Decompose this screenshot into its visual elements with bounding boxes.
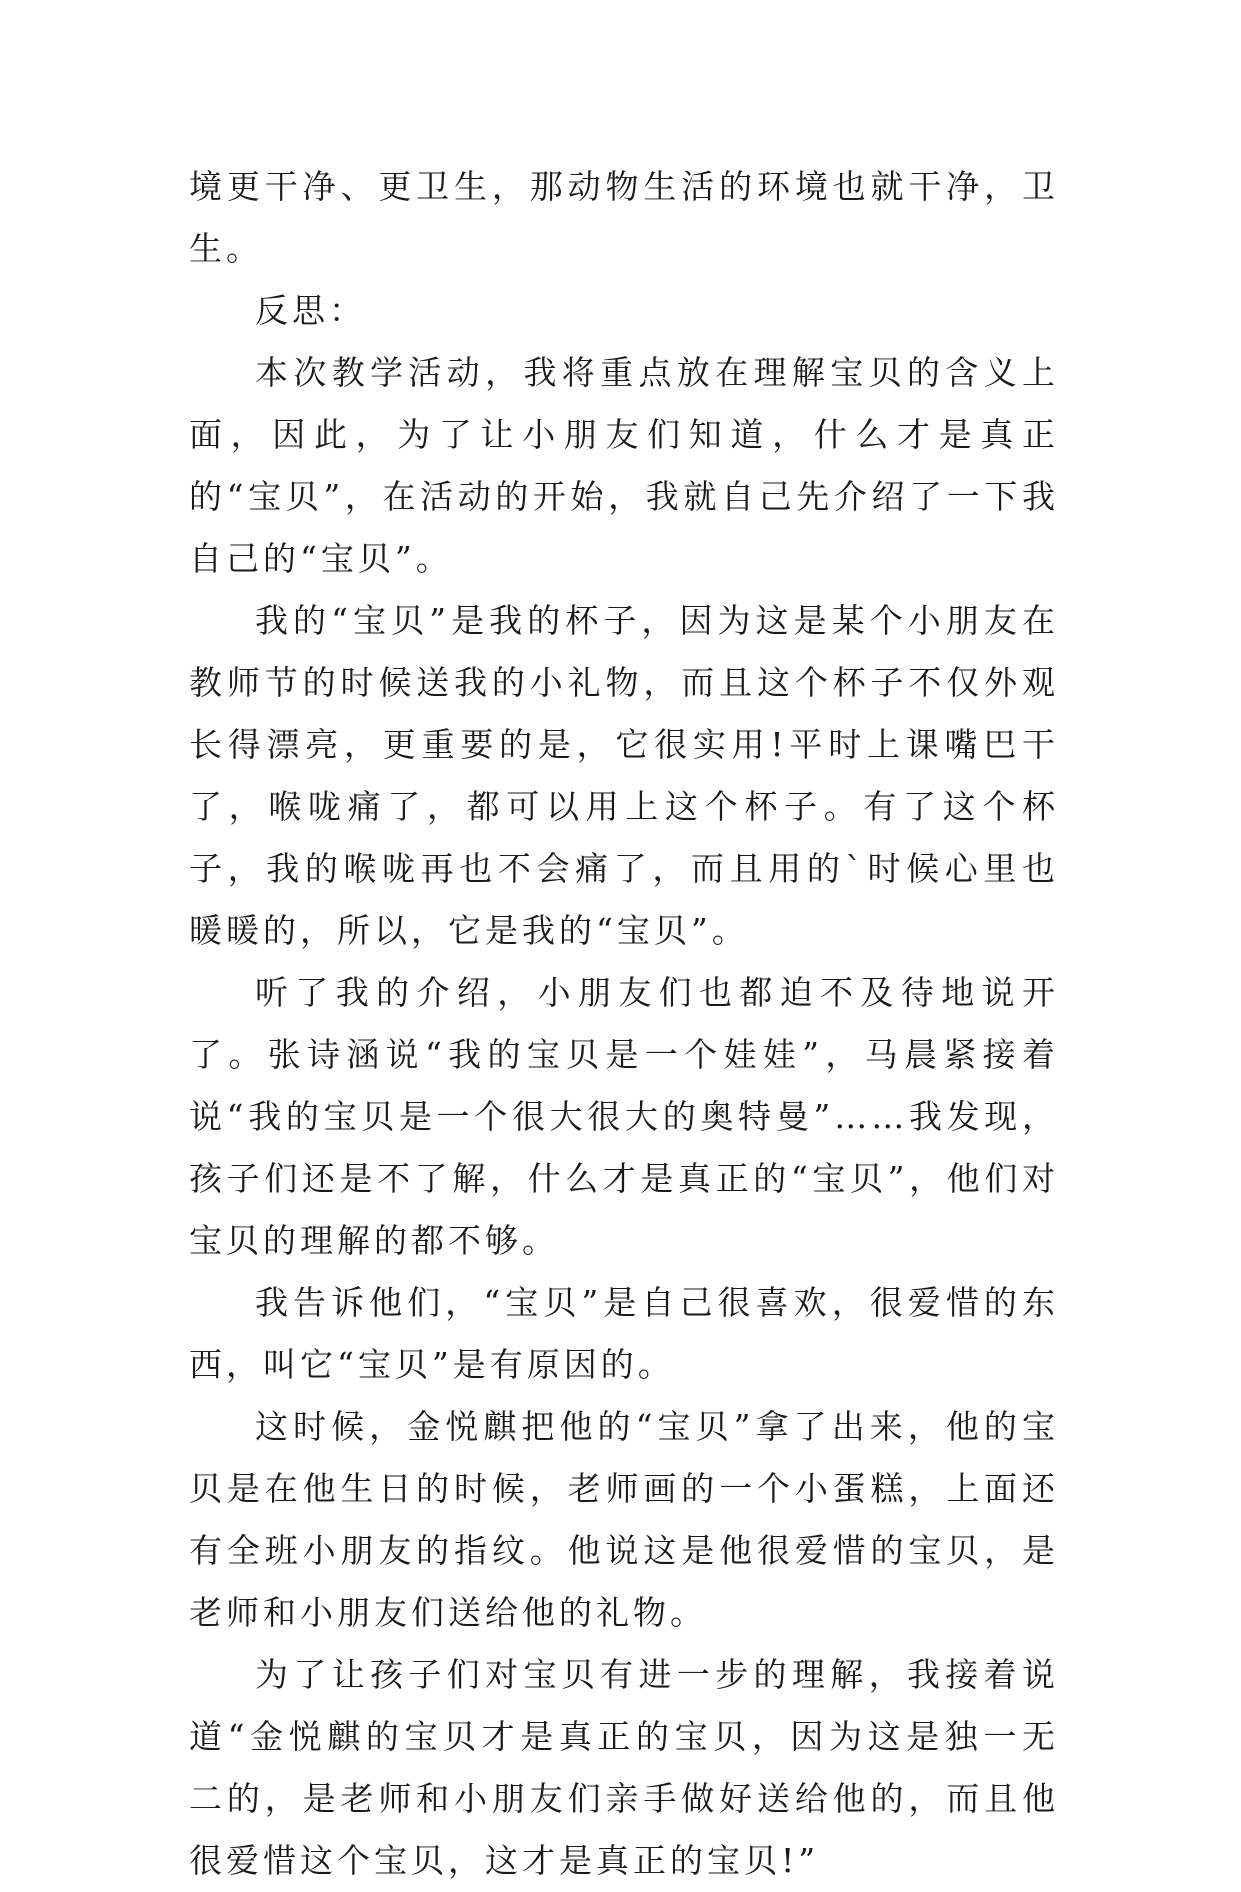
paragraph: 为了让孩子们对宝贝有进一步的理解，我接着说道“金悦麒的宝贝才是真正的宝贝，因为这是独一无二的，是老师和小朋友们亲手做好送给他的，而且他很爱惜这个宝贝，这才是真正的宝贝!” xyxy=(189,1655,1059,1880)
document-body xyxy=(189,156,1059,1892)
paragraph: 我的“宝贝”是我的杯子，因为这是某个小朋友在教师节的时候送我的小礼物，而且这个杯子不仅外观长得漂亮，更重要的是，它很实用!平时上课嘴巴干了，喉咙痛了，都可以用上这个杯子。有了这个杯子，我的喉咙再也不会痛了，而且用的`时候心里也暖暖的，所以，它是我的“宝贝”。 xyxy=(189,601,1059,950)
paragraph: 这时候，金悦麒把他的“宝贝”拿了出来，他的宝贝是在他生日的时候，老师画的一个小蛋糕，上面还有全班小朋友的指纹。他说这是他很爱惜的宝贝，是老师和小朋友们送给他的礼物。 xyxy=(189,1407,1059,1632)
paragraph-continuation: 境更干净、更卫生，那动物生活的环境也就干净，卫生。 xyxy=(189,167,1059,268)
paragraph: 我告诉他们，“宝贝”是自己很喜欢，很爱惜的东西，叫它“宝贝”是有原因的。 xyxy=(189,1283,1059,1384)
paragraph: 本次教学活动，我将重点放在理解宝贝的含义上面，因此，为了让小朋友们知道，什么才是真正的“宝贝”，在活动的开始，我就自己先介绍了一下我自己的“宝贝”。 xyxy=(189,353,1059,578)
paragraph-reflection-heading: 反思： xyxy=(255,291,366,330)
paragraph: 听了我的介绍，小朋友们也都迫不及待地说开了。张诗涵说“我的宝贝是一个娃娃”，马晨紧接着说“我的宝贝是一个很大很大的奥特曼”……我发现，孩子们还是不了解，什么才是真正的“宝贝”，他们对宝贝的理解的都不够。 xyxy=(189,973,1059,1260)
